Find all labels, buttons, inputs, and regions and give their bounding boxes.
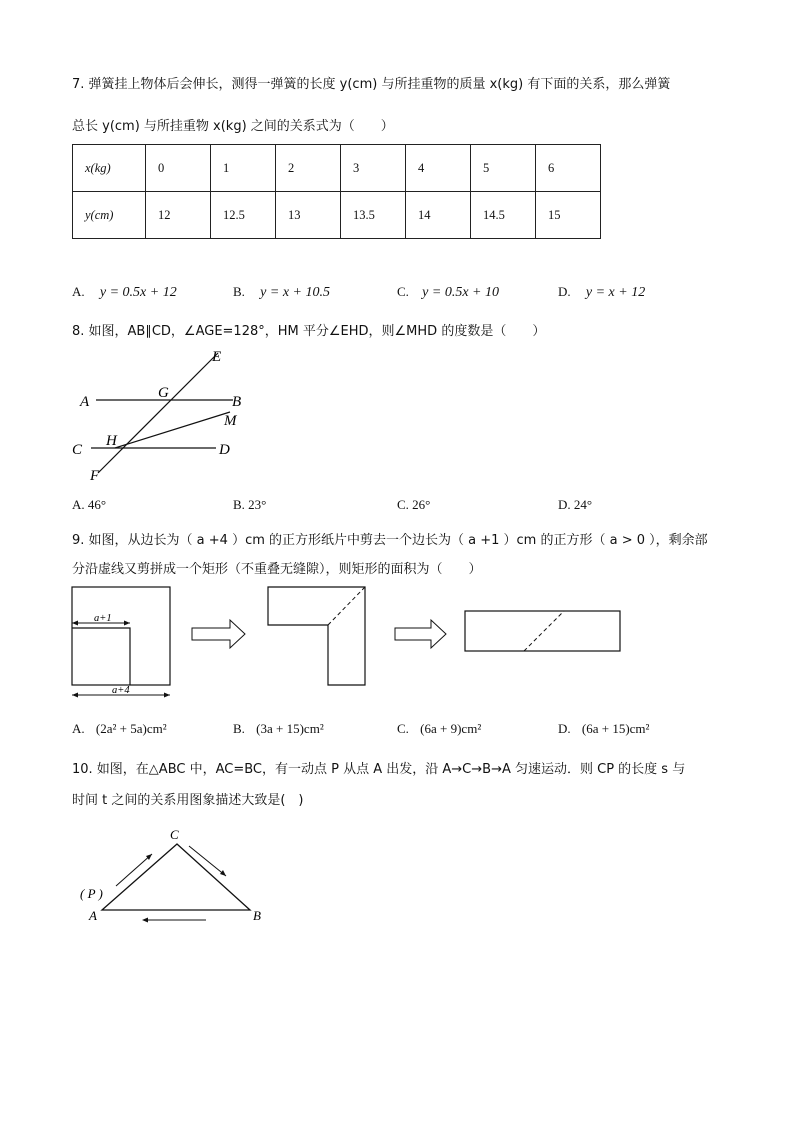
- label-a: A: [89, 908, 97, 923]
- table-cell: 12: [146, 192, 211, 239]
- q8-option-b[interactable]: [233, 497, 266, 513]
- table-cell-y-label: y(cm): [73, 192, 146, 239]
- option-text: 46°: [87, 497, 107, 512]
- option-text: (2a² + 5a)cm²: [95, 721, 167, 736]
- arrow-right-icon: [164, 693, 170, 698]
- table-cell: 4: [406, 145, 471, 192]
- q10-stem-line1: 10. 如图，在△ABC 中，AC=BC，有一动点 P 从点 A 出发，沿 A→C→B→A 匀速运动．则 CP 的长度 s 与: [72, 762, 686, 777]
- cut-dashed-line: [328, 587, 365, 625]
- q9-option-a[interactable]: [72, 721, 167, 737]
- option-text: y = 0.5x + 12: [99, 285, 177, 300]
- table-cell: 1: [211, 145, 276, 192]
- result-rectangle: [465, 611, 620, 651]
- q7-option-a[interactable]: [72, 284, 177, 301]
- option-text: (3a + 15)cm²: [256, 721, 324, 736]
- label-m: M: [224, 413, 237, 429]
- table-row-y: [73, 192, 601, 239]
- option-letter: C.: [397, 497, 409, 512]
- q7-option-b[interactable]: [233, 284, 330, 301]
- ray-hm: [115, 412, 230, 448]
- table-cell: 3: [341, 145, 406, 192]
- table-cell: 15: [536, 192, 601, 239]
- label-e: E: [212, 349, 222, 365]
- table-cell-x-label: x(kg): [73, 145, 146, 192]
- label-a-plus-4: a+4: [112, 685, 130, 696]
- option-letter: B.: [233, 284, 245, 299]
- cut-dashed-line: [524, 611, 564, 651]
- option-text: y = x + 12: [585, 285, 646, 300]
- triangle-abc: [102, 844, 250, 910]
- label-c: C: [170, 827, 179, 842]
- option-letter: A.: [72, 284, 85, 299]
- arrow-left-icon: [72, 621, 78, 626]
- option-letter: D.: [558, 721, 571, 736]
- option-letter: D.: [558, 497, 571, 512]
- option-letter: D.: [558, 284, 571, 299]
- q8-option-a[interactable]: [72, 497, 106, 513]
- q9-option-c[interactable]: [397, 721, 481, 737]
- option-letter: B.: [233, 721, 245, 736]
- option-letter: C.: [397, 721, 409, 736]
- table-cell: 2: [276, 145, 341, 192]
- table-cell: 13.5: [341, 192, 406, 239]
- l-shape: [268, 587, 365, 685]
- option-text: y = x + 10.5: [260, 285, 330, 300]
- option-letter: C.: [397, 284, 409, 299]
- q9-option-d[interactable]: [558, 721, 649, 737]
- inner-square: [72, 628, 130, 685]
- q8-option-d[interactable]: [558, 497, 592, 513]
- outer-square: [72, 587, 170, 685]
- option-text: y = 0.5x + 10: [422, 285, 499, 300]
- label-g: G: [158, 385, 169, 401]
- label-f: F: [90, 468, 100, 484]
- table-row-x: [73, 145, 601, 192]
- q9-option-b[interactable]: [233, 721, 324, 737]
- table-cell: 13: [276, 192, 341, 239]
- q9-square-cut-figure: [68, 584, 628, 709]
- option-text: (6a + 15)cm²: [581, 721, 650, 736]
- arrow-left-icon: [72, 693, 78, 698]
- label-h: H: [106, 433, 117, 449]
- block-arrow-icon: [395, 620, 446, 648]
- q8-parallel-lines-figure: [68, 345, 258, 485]
- option-text: 24°: [573, 497, 593, 512]
- line-ef: [98, 353, 218, 473]
- label-d: D: [219, 442, 230, 458]
- option-text: 23°: [248, 497, 267, 512]
- label-b: B: [253, 908, 261, 923]
- q8-stem: 8. 如图，AB∥CD，∠AGE=128°，HM 平分∠EHD，则∠MHD 的度数是（ ）: [72, 324, 546, 339]
- option-letter: A.: [72, 721, 85, 736]
- label-b: B: [232, 394, 242, 410]
- label-p: ( P ): [80, 886, 103, 901]
- block-arrow-icon: [192, 620, 245, 648]
- option-text: 26°: [412, 497, 431, 512]
- table-cell: 5: [471, 145, 536, 192]
- q10-stem-line2: 时间 t 之间的关系用图象描述大致是( ): [72, 793, 304, 808]
- q9-stem-line2: 分沿虚线又剪拼成一个矩形（不重叠无缝隙），则矩形的面积为（ ）: [72, 562, 482, 577]
- table-cell: 6: [536, 145, 601, 192]
- table-cell: 14: [406, 192, 471, 239]
- arrow-right-icon: [124, 621, 130, 626]
- q7-stem-line1: 7. 弹簧挂上物体后会伸长，测得一弹簧的长度 y(cm) 与所挂重物的质量 x(kg) 有下面的关系，那么弹簧: [72, 77, 671, 92]
- arrowhead-icon: [220, 870, 226, 876]
- table-cell: 12.5: [211, 192, 276, 239]
- table-cell: 14.5: [471, 192, 536, 239]
- label-a-plus-1: a+1: [94, 613, 112, 624]
- q9-stem-line1: 9. 如图，从边长为（ a +4 ）cm 的正方形纸片中剪去一个边长为（ a +1 ）cm 的正方形（ a > 0 ），剩余部: [72, 533, 708, 548]
- table-cell: 0: [146, 145, 211, 192]
- q10-triangle-figure: [76, 824, 276, 934]
- q7-option-d[interactable]: [558, 284, 645, 301]
- option-letter: A.: [72, 497, 85, 512]
- q8-option-c[interactable]: [397, 497, 430, 513]
- q7-data-table: [72, 144, 601, 239]
- arrowhead-icon: [142, 918, 148, 923]
- option-text: (6a + 9)cm²: [420, 721, 482, 736]
- label-c: C: [72, 442, 83, 458]
- label-a: A: [80, 394, 90, 410]
- q7-option-c[interactable]: [397, 284, 499, 301]
- option-letter: B.: [233, 497, 245, 512]
- q7-stem-line2: 总长 y(cm) 与所挂重物 x(kg) 之间的关系式为（ ）: [72, 119, 394, 134]
